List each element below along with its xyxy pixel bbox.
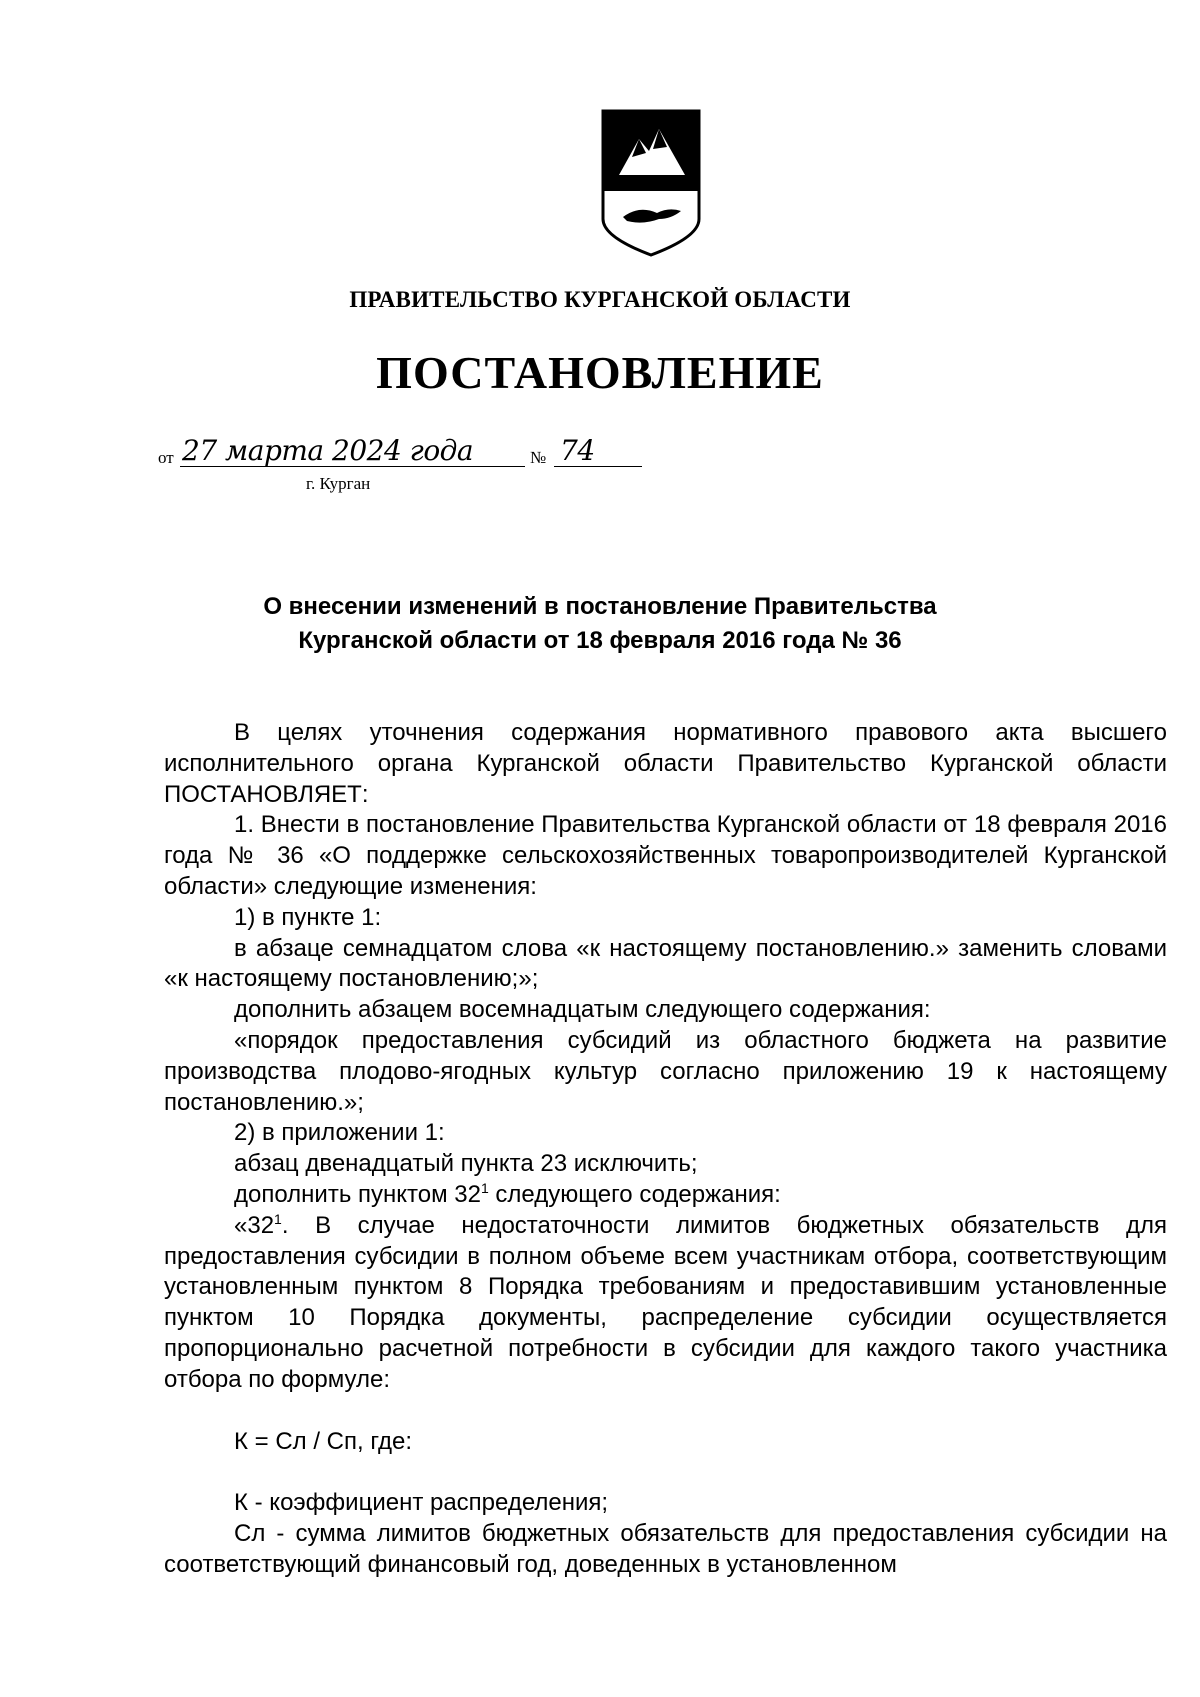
subject-line-1: О внесении изменений в постановление Правительства	[263, 593, 937, 620]
document-subject	[0, 590, 1200, 658]
number-prefix: №	[530, 448, 547, 467]
superscript: 1	[480, 1179, 489, 1196]
subject-line-2: Курганской области от 18 февраля 2016 года № 36	[298, 627, 902, 654]
point-number: «32	[234, 1211, 275, 1239]
paragraph-add-point	[164, 1180, 1167, 1211]
definition-k: К - коэффициент распределения;	[234, 1489, 609, 1517]
paragraph-point-32-1	[164, 1211, 1167, 1396]
date-prefix: от	[158, 448, 174, 467]
paragraph-add-point-tail: следующего содержания:	[488, 1180, 781, 1208]
paragraph-preamble: В целях уточнения содержания нормативного правового акта высшего исполнительного органа Курганской области Правительство Курганской области ПОСТАНОВЛЯЕТ:	[164, 719, 1167, 808]
paragraph-exclude: абзац двенадцатый пункта 23 исключить;	[234, 1150, 698, 1178]
superscript: 1	[274, 1210, 282, 1227]
document-body	[164, 718, 1167, 1581]
handwritten-number: 74	[560, 434, 595, 467]
paragraph-subitem-2: 2) в приложении 1:	[234, 1119, 445, 1147]
paragraph-item-1: 1. Внести в постановление Правительства Курганской области от 18 февраля 2016 года № 36 «О поддержке сельскохозяйственных товаропроизводителей Курганской области» следующие изменения:	[164, 811, 1167, 900]
paragraph-add-point-text: дополнить пунктом 32	[234, 1180, 481, 1208]
definition-sl: Сл - сумма лимитов бюджетных обязательств для предоставления субсидии на соответствующий финансовый год, доведенных в установленном	[164, 1520, 1167, 1578]
government-title: ПРАВИТЕЛЬСТВО КУРГАНСКОЙ ОБЛАСТИ	[349, 287, 851, 312]
point-text: . В случае недостаточности лимитов бюджетных обязательств для предоставления субсидии в полном объеме всем участникам отбора, соответствующим установленным пунктом 8 Порядка требованиям и предоставившим установленные пунктом 10 Порядка документы, распределение субсидии осуществляется пропорционально расчетной потребности в субсидии для каждого такого участника отбора по формуле:	[164, 1211, 1167, 1393]
paragraph-quote-order: «порядок предоставления субсидий из областного бюджета на развитие производства плодово-ягодных культур согласно приложению 19 к настоящему постановлению.»;	[164, 1026, 1167, 1116]
city: г. Курган	[306, 474, 371, 493]
formula: К = Сл / Сп, где:	[234, 1427, 413, 1455]
handwritten-date: 27 марта 2024 года	[182, 434, 474, 467]
paragraph-seventeenth: в абзаце семнадцатом слова «к настоящему постановлению.» заменить словами «к настоящему постановлению;»;	[164, 934, 1167, 993]
coat-of-arms-icon	[599, 107, 703, 257]
paragraph-add-eighteenth: дополнить абзацем восемнадцатым следующего содержания:	[234, 996, 931, 1024]
paragraph-subitem-1: 1) в пункте 1:	[234, 903, 382, 931]
document-type: ПОСТАНОВЛЕНИЕ	[376, 347, 824, 398]
date-number-line	[158, 434, 658, 500]
